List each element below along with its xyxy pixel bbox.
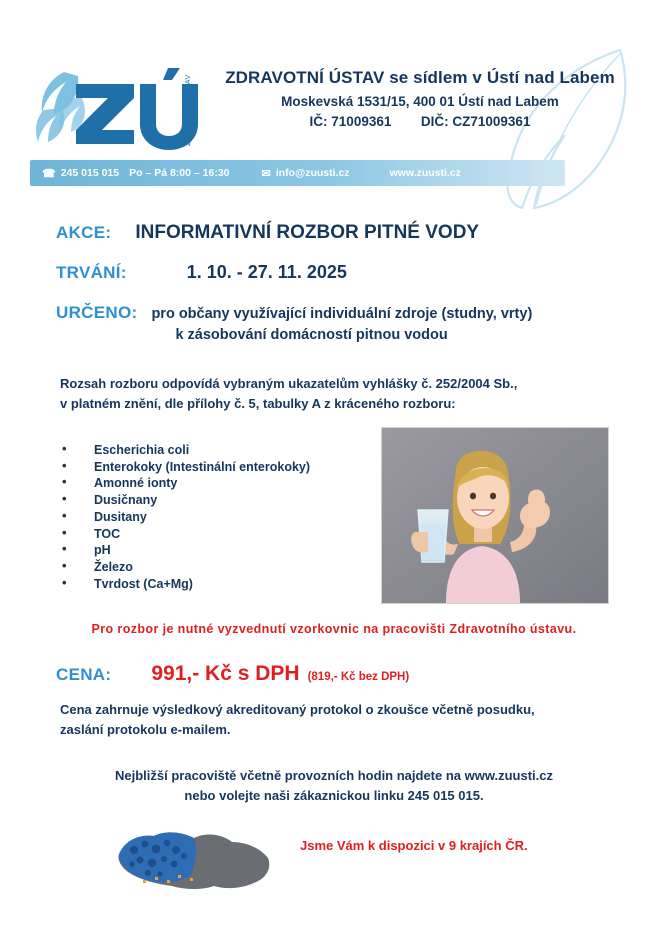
list-item: • Tvrdost (Ca+Mg)	[60, 576, 360, 593]
contact-hours: Po – Pá 8:00 – 16:30	[129, 167, 230, 179]
contact-bar	[30, 160, 565, 186]
price-row	[56, 662, 409, 686]
nearest-workplace-block	[0, 766, 668, 806]
parameter-list	[60, 442, 360, 592]
web-segment	[390, 167, 461, 179]
price-value: 991,- Kč s DPH	[151, 662, 300, 685]
trvani-value: 1. 10. - 27. 11. 2025	[186, 262, 347, 282]
trvani-row	[56, 262, 347, 283]
contact-web[interactable]: www.zuusti.cz	[389, 167, 461, 179]
ico-value: IČ: 71009361	[309, 114, 392, 129]
document-header	[0, 52, 668, 162]
urceno-line1: pro občany využívající individuální zdroje (studny, vrty)	[151, 306, 533, 322]
list-item: • Dusičnany	[60, 492, 360, 509]
trvani-label: TRVÁNÍ:	[56, 263, 127, 282]
phone-icon: ☎	[42, 167, 56, 180]
price-note-line2: zaslání protokolu e-mailem.	[60, 721, 231, 737]
nearest-web-link[interactable]: www.zuusti.cz	[464, 768, 553, 783]
urceno-value	[151, 304, 532, 346]
urceno-row	[56, 303, 532, 346]
urceno-label: URČENO:	[56, 303, 138, 322]
phone-segment	[42, 167, 230, 180]
pickup-note: Pro rozbor je nutné vyzvednutí vzorkovnic na pracovišti Zdravotního ústavu.	[91, 622, 577, 636]
dic-value: DIČ: CZ71009361	[420, 114, 531, 129]
urceno-line2: k zásobování domácností pitnou vodou	[175, 327, 448, 344]
zu-logo	[30, 58, 200, 154]
envelope-icon: ✉	[261, 167, 271, 180]
scope-paragraph	[60, 374, 600, 413]
price-without-vat: (819,- Kč bez DPH)	[307, 671, 410, 683]
scope-line1: Rozsah rozboru odpovídá vybraným ukazatelům vyhlášky č. 252/2004 Sb.,	[60, 376, 518, 391]
list-item: • Enterokoky (Intestinální enterokoky)	[60, 459, 360, 476]
email-segment	[262, 167, 350, 180]
svg-text:ZDRAVOTNÍ ÚSTAV: ZDRAVOTNÍ ÚSTAV	[185, 74, 192, 146]
regions-availability-text: Jsme Vám k dispozici v 9 krajích ČR.	[300, 838, 528, 853]
price-note-line1: Cena zahrnuje výsledkový akreditovaný protokol o zkoušce včetně posudku,	[60, 702, 535, 717]
list-item: • TOC	[60, 526, 360, 543]
akce-row	[56, 222, 479, 244]
contact-email[interactable]: info@zuusti.cz	[275, 167, 350, 179]
scope-line2: v platném znění, dle přílohy č. 5, tabulky A z kráceného rozboru:	[60, 395, 456, 411]
list-item: • Dusitany	[60, 509, 360, 526]
list-item: • Železo	[60, 559, 360, 576]
organization-address: Moskevská 1531/15, 400 01 Ústí nad Labem	[281, 94, 559, 109]
nearest-line1-text: Nejbližší pracoviště včetně provozních hodin najdete na	[115, 768, 465, 783]
akce-label: AKCE:	[56, 223, 112, 242]
list-item: • pH	[60, 542, 360, 559]
organization-title: ZDRAVOTNÍ ÚSTAV se sídlem v Ústí nad Labem	[225, 68, 615, 87]
girl-with-glass-of-water-photo	[381, 427, 609, 604]
price-note	[60, 700, 620, 739]
organization-ids	[205, 114, 635, 129]
nearest-line2-text: nebo volejte naši zákaznickou linku	[184, 788, 408, 804]
czech-republic-map	[110, 818, 285, 898]
list-item: • Escherichia coli	[60, 442, 360, 459]
customer-line-phone[interactable]: 245 015 015.	[407, 788, 484, 804]
list-item: • Amonné ionty	[60, 475, 360, 492]
organization-block	[205, 68, 635, 129]
contact-phone[interactable]: 245 015 015	[60, 167, 120, 179]
akce-value: INFORMATIVNÍ ROZBOR PITNÉ VODY	[135, 222, 480, 243]
price-label: CENA:	[56, 665, 112, 684]
